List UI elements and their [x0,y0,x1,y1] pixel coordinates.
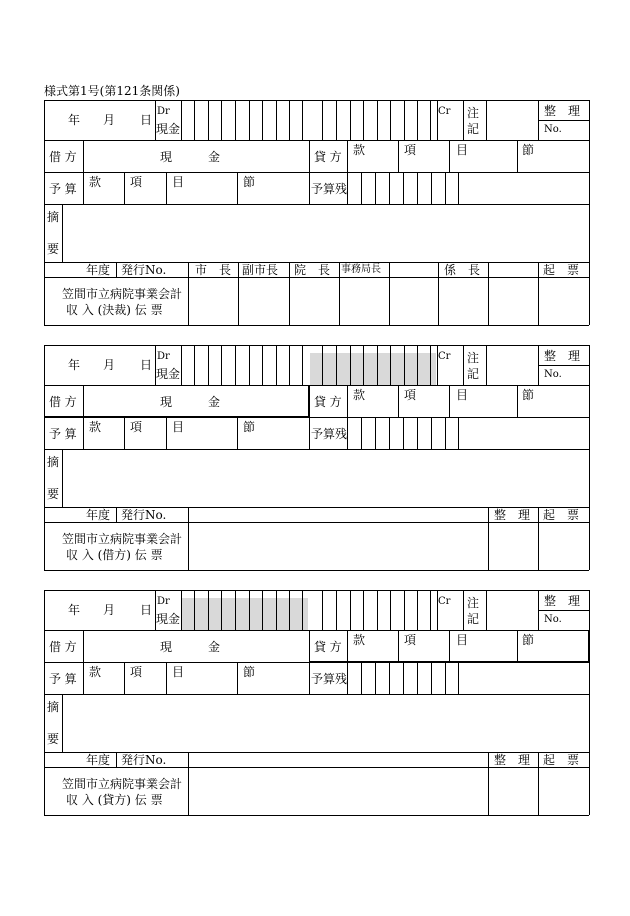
amount-cell-line [336,590,337,630]
amount-cell-line [350,100,351,140]
amount-cell-line [289,100,290,140]
amount-cell-line [289,590,290,630]
amount-cell-line [221,100,222,140]
debit-highlight-box [44,385,309,417]
budget-label: 予算 [49,182,81,196]
amount-cell-line [404,345,405,385]
budget-cell-line [431,417,432,449]
cash-label: 現 金 [160,640,221,654]
v-rule [237,662,238,694]
v-rule [83,630,84,662]
seiri-stamp-field[interactable] [489,523,537,569]
v-rule [309,140,310,172]
budget-cell-line [347,172,348,204]
summary-label-top: 摘 [47,455,60,469]
note-field[interactable] [487,100,537,140]
debit-label: 借方 [49,640,81,654]
budget-cell-line [361,172,362,204]
note-label-bottom: 記 [467,612,480,626]
summary-field[interactable] [63,204,588,262]
voucher-title-line1: 笠間市立病院事業会計 [62,777,183,791]
dr-amount-field[interactable] [156,590,181,630]
budget-remaining-label: 予算残 [311,427,348,441]
v-rule [124,417,125,449]
budget-cell-line [417,172,418,204]
form-bottom-border [44,325,589,326]
amount-cell-line [363,345,364,385]
summary-label-top: 摘 [47,700,60,714]
approval-chief-label: 係 長 [444,263,481,277]
amount-cell-line [390,345,391,385]
voucher-title-line2: 収 入 (借方) 伝 票 [66,548,163,562]
budget-cell-line [389,172,390,204]
seiri-label: 整 理 [544,349,581,363]
dr-amount-field[interactable] [156,345,181,385]
v-rule [309,172,310,204]
summary-label-bottom: 要 [47,242,60,256]
moku-label: 目 [456,143,469,157]
v-rule [124,172,125,204]
voucher-title-line2: 収 入 (決裁) 伝 票 [66,303,163,317]
amount-cell-line [249,100,250,140]
amount-cell-line [262,345,263,385]
v-rule [237,172,238,204]
budget-remaining-field[interactable] [459,662,588,694]
budget-cell-line [361,662,362,694]
kou-label: 項 [404,633,417,647]
v-rule [309,385,310,417]
v-rule [309,662,310,694]
budget-label: 予算 [49,672,81,686]
budget-cell-line [375,172,376,204]
budget-setsu-label: 節 [243,420,256,434]
budget-cell-line [375,417,376,449]
approval-stamp-field[interactable] [390,278,437,324]
budget-remaining-field[interactable] [459,417,588,449]
voucher-number-field[interactable] [560,366,588,384]
cr-label: Cr [438,106,451,117]
debit-label: 借方 [49,150,81,164]
v-rule [463,345,464,385]
approval-stamp-field[interactable] [239,278,288,324]
note-label-top: 注 [467,596,480,610]
form-left-border [44,590,45,815]
amount-cell-line [430,100,431,140]
fiscal-year-label: 年度 [86,263,111,277]
voucher-number-field[interactable] [560,611,588,629]
credit-label: 貸方 [314,395,346,409]
approval-stamp-field[interactable] [489,278,537,324]
amount-cell-line [430,345,431,385]
budget-moku-label: 目 [172,175,185,189]
no-label: No. [544,124,562,135]
amount-cell-line [194,590,195,630]
approval-stamp-field[interactable] [290,278,338,324]
dr-label: Dr [157,351,170,362]
moku-label: 目 [456,633,469,647]
kan-label: 款 [353,388,366,402]
voucher-number-field[interactable] [560,121,588,139]
amount-cell-line [208,100,209,140]
budget-kou-label: 項 [130,175,143,189]
amount-cell-line [249,345,250,385]
budget-setsu-label: 節 [243,175,256,189]
summary-label-bottom: 要 [47,732,60,746]
budget-cell-line [361,417,362,449]
budget-kou-label: 項 [130,420,143,434]
budget-cell-line [445,172,446,204]
v-rule [166,417,167,449]
fiscal-year-label: 年度 [86,753,111,767]
v-rule [237,417,238,449]
note-field[interactable] [487,590,537,630]
amount-cell-line [235,345,236,385]
seiri-stamp-label: 整 理 [494,753,531,767]
issuer-stamp-field[interactable] [539,768,587,814]
amount-cell-line [350,590,351,630]
note-label-bottom: 記 [467,367,480,381]
amount-cell-line [390,590,391,630]
note-label-top: 注 [467,351,480,365]
amount-cell-line [377,590,378,630]
amount-cell-line [430,590,431,630]
v-rule [463,100,464,140]
budget-kan-label: 款 [89,665,102,679]
form-left-border [44,345,45,570]
approval-stamp-field[interactable] [340,278,388,324]
form-id-label: 様式第1号(第121条関係) [44,84,180,98]
budget-remaining-field[interactable] [459,172,588,204]
seiri-stamp-field[interactable] [489,768,537,814]
seiri-label: 整 理 [544,594,581,608]
dr-label: Dr [157,596,170,607]
budget-cell-line [417,662,418,694]
dr-cash-label: 現金 [156,122,181,136]
voucher-title-line1: 笠間市立病院事業会計 [62,532,183,546]
budget-remaining-label: 予算残 [311,182,348,196]
summary-field[interactable] [63,449,588,507]
amount-cell-line [276,590,277,630]
moku-label: 目 [456,388,469,402]
approval-stamp-field[interactable] [539,278,588,324]
no-label: No. [544,614,562,625]
amount-cell-line [276,100,277,140]
budget-setsu-label: 節 [243,665,256,679]
approval-stamp-field[interactable] [439,278,487,324]
day-label: 日 [140,358,153,372]
form-right-border [589,345,590,570]
amount-cell-line [194,100,195,140]
v-rule [116,507,117,522]
kou-label: 項 [404,388,417,402]
cr-label: Cr [438,596,451,607]
month-label: 月 [103,113,116,127]
fiscal-year-label: 年度 [86,508,111,522]
credit-highlight-box [309,630,589,662]
budget-cell-line [347,417,348,449]
budget-label: 予算 [49,427,81,441]
day-label: 日 [140,113,153,127]
amount-cell-line [289,345,290,385]
v-rule [124,662,125,694]
v-rule [83,662,84,694]
issue-no-label: 発行No. [121,263,167,277]
kou-label: 項 [404,143,417,157]
seiri-stamp-label: 整 理 [494,508,531,522]
dr-amount-field[interactable] [156,100,181,140]
seiri-label: 整 理 [544,104,581,118]
budget-cell-line [403,417,404,449]
budget-cell-line [431,172,432,204]
budget-cell-line [375,662,376,694]
month-label: 月 [103,603,116,617]
approval-mayor-label: 市 長 [195,263,232,277]
summary-field[interactable] [63,694,588,752]
summary-label-bottom: 要 [47,487,60,501]
budget-remaining-label: 予算残 [311,672,348,686]
v-rule [309,417,310,449]
amount-cell-line [235,100,236,140]
dr-label: Dr [157,106,170,117]
form-left-border [44,100,45,325]
amount-cell-line [181,590,182,630]
year-label: 年 [68,113,81,127]
kan-label: 款 [353,633,366,647]
budget-cell-line [347,662,348,694]
amount-cell-line [336,100,337,140]
v-rule [463,590,464,630]
v-rule [188,507,189,570]
issue-no-label: 発行No. [121,508,167,522]
amount-cell-line [194,345,195,385]
cash-label: 現 金 [160,150,221,164]
issuer-label: 起 票 [543,753,580,767]
amount-cell-line [181,345,182,385]
amount-cell-line [221,345,222,385]
form-bottom-border [44,570,589,571]
budget-cell-line [403,662,404,694]
month-label: 月 [103,358,116,372]
v-rule [83,417,84,449]
amount-cell-line [235,590,236,630]
debit-label: 借方 [49,395,81,409]
year-label: 年 [68,358,81,372]
summary-label-top: 摘 [47,210,60,224]
dr-cash-label: 現金 [156,612,181,626]
issue-no-label: 発行No. [121,753,167,767]
amount-cell-line [417,590,418,630]
amount-cell-line [390,100,391,140]
v-rule [166,662,167,694]
amount-cell-line [377,345,378,385]
dr-cash-label: 現金 [156,367,181,381]
note-label-bottom: 記 [467,122,480,136]
budget-cell-line [403,172,404,204]
amount-cell-line [350,345,351,385]
credit-label: 貸方 [314,150,346,164]
budget-cell-line [431,662,432,694]
cr-label: Cr [438,351,451,362]
v-rule [116,262,117,277]
issuer-stamp-field[interactable] [539,523,587,569]
amount-cell-line [302,590,303,630]
budget-cell-line [445,662,446,694]
amount-cell-line [363,100,364,140]
year-label: 年 [68,603,81,617]
v-rule [188,752,189,815]
budget-moku-label: 目 [172,420,185,434]
cash-label: 現 金 [160,395,221,409]
budget-cell-line [445,417,446,449]
issuer-label: 起 票 [543,508,580,522]
approval-director-label: 院 長 [294,263,331,277]
form-bottom-border [44,815,589,816]
approval-vice-mayor-label: 副市長 [242,263,279,277]
setsu-label: 節 [522,388,535,402]
issuer-label: 起 票 [543,263,580,277]
amount-cell-line [208,345,209,385]
note-field[interactable] [487,345,537,385]
budget-kan-label: 款 [89,420,102,434]
setsu-label: 節 [522,143,535,157]
note-label-top: 注 [467,106,480,120]
setsu-label: 節 [522,633,535,647]
amount-cell-line [262,100,263,140]
v-rule [83,172,84,204]
amount-cell-line [336,345,337,385]
voucher-title-line2: 収 入 (貸方) 伝 票 [66,793,163,807]
v-rule [116,752,117,767]
no-label: No. [544,369,562,380]
budget-kan-label: 款 [89,175,102,189]
amount-cell-line [276,345,277,385]
amount-cell-line [249,590,250,630]
budget-kou-label: 項 [130,665,143,679]
amount-cell-line [262,590,263,630]
approval-secretary-label: 事務局長 [341,264,381,275]
amount-cell-line [363,590,364,630]
budget-moku-label: 目 [172,665,185,679]
amount-cell-line [322,100,323,140]
budget-cell-line [389,417,390,449]
amount-cell-line [302,345,303,385]
amount-cell-line [404,590,405,630]
form-right-border [589,100,590,325]
credit-account-field[interactable] [348,385,588,417]
v-rule [166,172,167,204]
amount-cell-line [221,590,222,630]
amount-cell-line [417,345,418,385]
credit-label: 貸方 [314,640,346,654]
approval-stamp-field[interactable] [189,278,237,324]
kan-label: 款 [353,143,366,157]
amount-cell-line [302,100,303,140]
budget-cell-line [389,662,390,694]
credit-account-field[interactable] [348,140,588,172]
amount-cell-line [322,345,323,385]
budget-cell-line [417,417,418,449]
amount-cell-line [181,100,182,140]
amount-cell-line [404,100,405,140]
form-right-border [589,590,590,815]
amount-cell-line [377,100,378,140]
voucher-title-line1: 笠間市立病院事業会計 [62,287,183,301]
v-rule [83,140,84,172]
amount-cell-line [417,100,418,140]
amount-cell-line [322,590,323,630]
amount-cell-line [208,590,209,630]
day-label: 日 [140,603,153,617]
